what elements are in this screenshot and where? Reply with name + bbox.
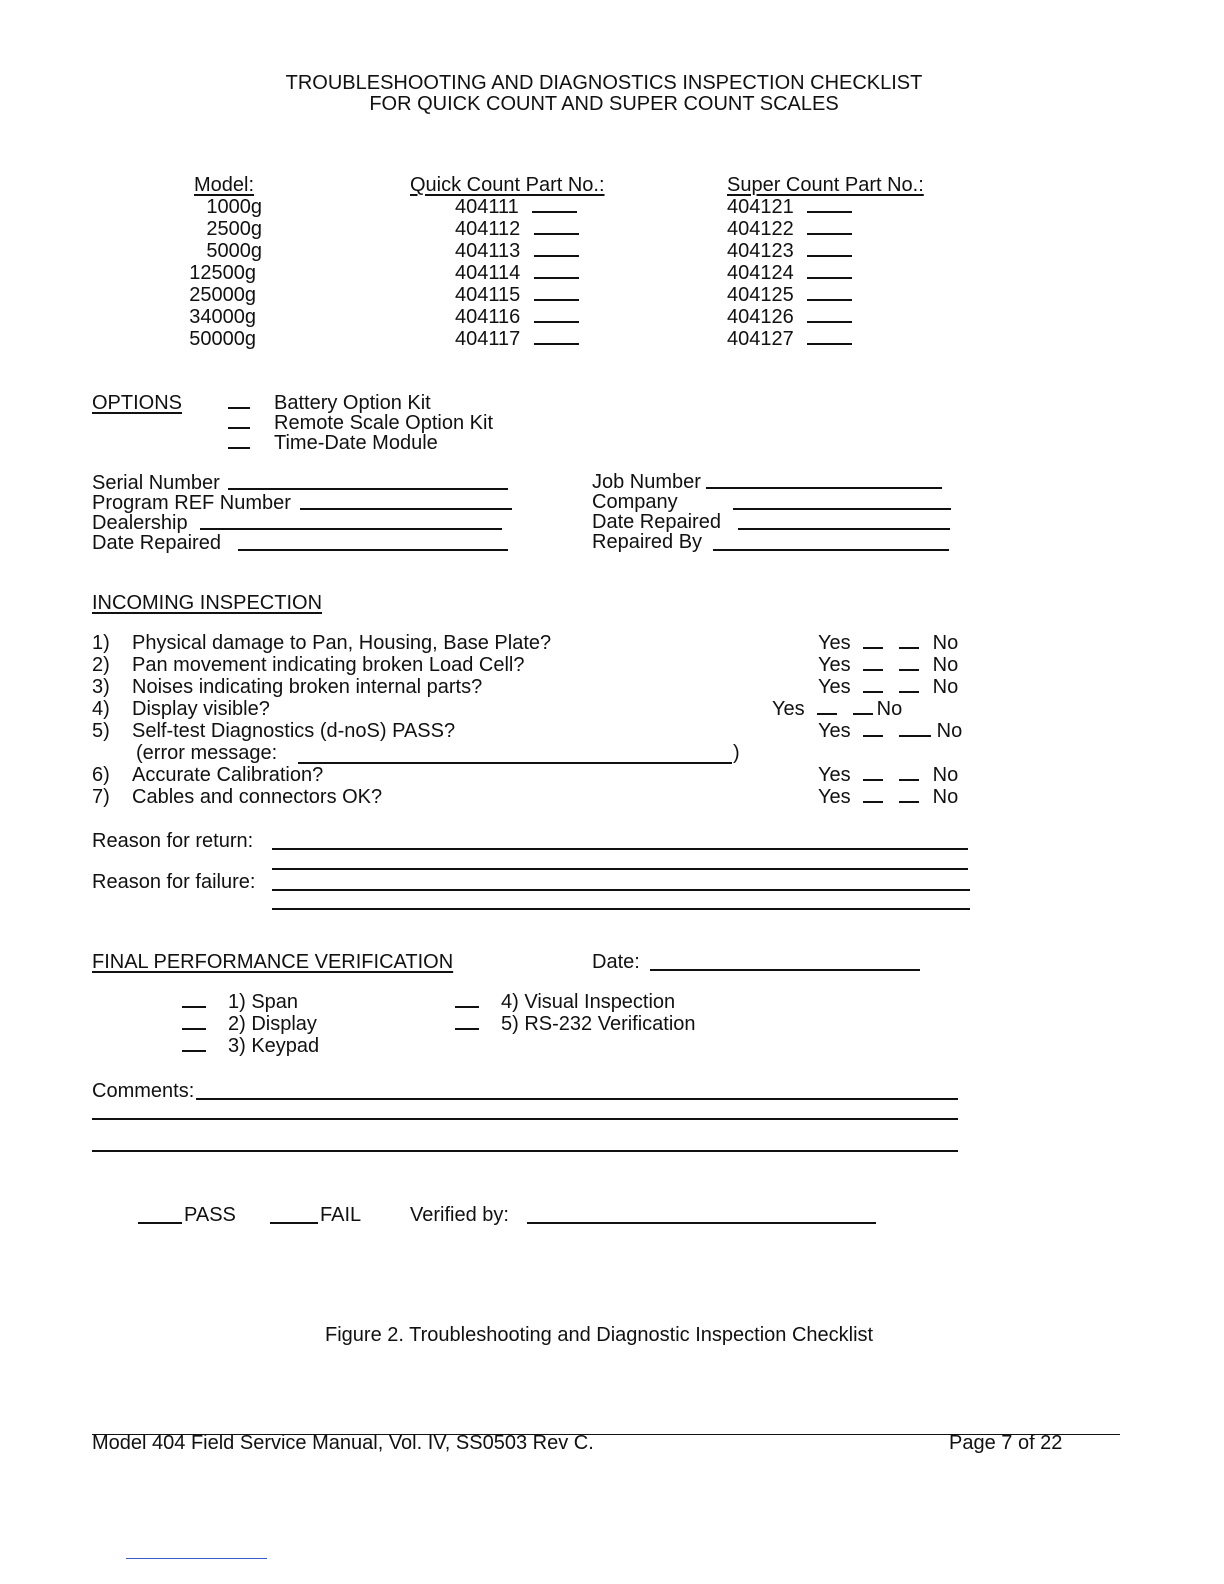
- item-number: 5): [92, 720, 110, 742]
- super-count-column: [727, 196, 852, 350]
- no-blank[interactable]: [853, 701, 873, 715]
- no-blank[interactable]: [899, 657, 919, 671]
- yes-label: Yes: [818, 786, 851, 808]
- fail-blank[interactable]: [270, 1222, 318, 1224]
- reason-for-failure-label: Reason for failure:: [92, 871, 256, 893]
- item-number: 6): [92, 764, 110, 786]
- comments-field-line3[interactable]: [92, 1150, 958, 1152]
- item-text: Cables and connectors OK?: [132, 786, 383, 808]
- model-value: 2500g: [206, 218, 262, 240]
- super-part-check-blank[interactable]: [807, 287, 852, 301]
- item-number: 2): [92, 654, 110, 676]
- inspection-item: [92, 676, 551, 698]
- yes-label: Yes: [818, 676, 851, 698]
- error-message-close: ): [733, 742, 740, 764]
- company-field[interactable]: [733, 508, 951, 510]
- final-check-item: [182, 1035, 319, 1057]
- quick-part-row: [455, 240, 579, 262]
- super-part-check-blank[interactable]: [807, 265, 852, 279]
- yes-no-row: [818, 676, 968, 698]
- yes-no-row: [818, 720, 968, 742]
- reason-for-return-label: Reason for return:: [92, 830, 254, 852]
- inspection-item: [92, 764, 551, 786]
- date-repaired-left-field[interactable]: [238, 549, 508, 551]
- bottom-mark: [126, 1558, 267, 1559]
- quick-part-number: 404116: [455, 306, 521, 328]
- super-part-row: [727, 284, 852, 306]
- final-check-item: [455, 991, 696, 1013]
- super-part-row: [727, 196, 852, 218]
- reason-for-return-field[interactable]: [272, 848, 968, 850]
- comments-label: Comments:: [92, 1080, 195, 1102]
- item-text: Pan movement indicating broken Load Cell?: [132, 654, 525, 676]
- final-check-item: [455, 1013, 696, 1035]
- quick-part-row: [455, 218, 579, 240]
- footer-page-number: Page 7 of 22: [949, 1432, 1063, 1454]
- super-part-row: [727, 306, 852, 328]
- quick-part-check-blank[interactable]: [532, 199, 577, 213]
- super-part-number: 404123: [727, 240, 794, 262]
- yes-no-row: [818, 764, 968, 786]
- final-check-item: [182, 1013, 319, 1035]
- pass-blank[interactable]: [138, 1222, 182, 1224]
- quick-part-check-blank[interactable]: [534, 265, 579, 279]
- model-value: 50000g: [189, 328, 256, 350]
- final-check-blank[interactable]: [182, 1038, 206, 1052]
- options-list: [228, 392, 493, 452]
- footer-left: Model 404 Field Service Manual, Vol. IV, SS0503 Rev C.: [92, 1432, 594, 1454]
- final-check-label: 2) Display: [228, 1013, 317, 1035]
- no-blank[interactable]: [899, 679, 919, 693]
- dealership-field[interactable]: [200, 528, 502, 530]
- inspection-item: [92, 632, 551, 654]
- incoming-items: [92, 632, 551, 808]
- date-repaired-right-field[interactable]: [738, 528, 950, 530]
- quick-part-number: 404111: [455, 196, 519, 218]
- yes-no-column: [772, 632, 968, 808]
- inspection-item: [92, 720, 551, 742]
- super-part-check-blank[interactable]: [807, 221, 852, 235]
- serial-number-label: Serial Number: [92, 472, 220, 494]
- yes-blank[interactable]: [817, 701, 837, 715]
- option-label: Battery Option Kit: [274, 392, 431, 414]
- item-text: Accurate Calibration?: [132, 764, 324, 786]
- program-ref-label: Program REF Number: [92, 492, 291, 514]
- document-title-line1: TROUBLESHOOTING AND DIAGNOSTICS INSPECTION CHECKLIST: [285, 72, 923, 94]
- super-part-number: 404122: [727, 218, 794, 240]
- error-message-row: [92, 742, 551, 764]
- final-check-item: [182, 991, 319, 1013]
- final-check-label: 4) Visual Inspection: [501, 991, 676, 1013]
- option-check-blank[interactable]: [228, 415, 250, 429]
- inspection-item: [92, 698, 551, 720]
- no-label: No: [932, 632, 959, 654]
- option-label: Remote Scale Option Kit: [274, 412, 493, 434]
- quick-part-number: 404112: [455, 218, 521, 240]
- option-item: [228, 412, 493, 432]
- serial-number-field[interactable]: [228, 488, 508, 490]
- company-label: Company: [592, 491, 678, 513]
- item-number: 4): [92, 698, 110, 720]
- no-blank[interactable]: [899, 723, 931, 737]
- option-item: [228, 432, 493, 452]
- item-number: 1): [92, 632, 110, 654]
- error-message-field[interactable]: [298, 762, 732, 764]
- super-part-check-blank[interactable]: [807, 243, 852, 257]
- quick-part-check-blank[interactable]: [534, 331, 579, 345]
- final-check-label: 5) RS-232 Verification: [501, 1013, 696, 1035]
- no-blank[interactable]: [899, 635, 919, 649]
- inspection-item: [92, 786, 551, 808]
- quick-count-header: Quick Count Part No.:: [410, 174, 605, 196]
- option-check-blank[interactable]: [228, 435, 250, 449]
- super-part-row: [727, 240, 852, 262]
- quick-part-row: [455, 328, 579, 350]
- yes-label: Yes: [772, 698, 805, 720]
- item-text: Self-test Diagnostics (d-noS) PASS?: [132, 720, 456, 742]
- super-count-header: Super Count Part No.:: [727, 174, 924, 196]
- yes-no-row: [818, 654, 968, 676]
- super-part-number: 404125: [727, 284, 794, 306]
- model-header: Model:: [194, 174, 255, 196]
- figure-caption: Figure 2. Troubleshooting and Diagnostic Inspection Checklist: [325, 1324, 874, 1346]
- model-value: 5000g: [206, 240, 262, 262]
- job-number-field[interactable]: [706, 487, 942, 489]
- program-ref-field[interactable]: [300, 508, 512, 510]
- yes-blank[interactable]: [863, 657, 883, 671]
- super-part-number: 404124: [727, 262, 794, 284]
- job-number-label: Job Number: [592, 471, 701, 493]
- super-part-row: [727, 218, 852, 240]
- option-check-blank[interactable]: [228, 395, 250, 409]
- verified-by-field[interactable]: [527, 1222, 876, 1224]
- repaired-by-field[interactable]: [713, 549, 949, 551]
- model-value: 1000g: [206, 196, 262, 218]
- final-check-label: 3) Keypad: [228, 1035, 320, 1057]
- option-label: Time-Date Module: [274, 432, 438, 454]
- super-part-number: 404126: [727, 306, 794, 328]
- item-text: Display visible?: [132, 698, 270, 720]
- item-number: 7): [92, 786, 110, 808]
- reason-for-failure-field[interactable]: [272, 889, 970, 891]
- quick-part-check-blank[interactable]: [534, 287, 579, 301]
- quick-part-check-blank[interactable]: [534, 221, 579, 235]
- no-label: No: [876, 698, 903, 720]
- yes-blank[interactable]: [863, 679, 883, 693]
- no-label: No: [932, 786, 959, 808]
- no-label: No: [932, 654, 959, 676]
- no-label: No: [932, 676, 959, 698]
- reason-for-return-field-line2[interactable]: [272, 868, 968, 870]
- comments-field-line2[interactable]: [92, 1118, 958, 1120]
- yes-no-row: [772, 698, 968, 720]
- error-message-label: (error message:: [136, 742, 278, 764]
- verified-by-label: Verified by:: [410, 1204, 509, 1226]
- super-part-row: [727, 262, 852, 284]
- dealership-label: Dealership: [92, 512, 188, 534]
- no-label: No: [936, 720, 963, 742]
- no-blank[interactable]: [899, 767, 919, 781]
- model-value: 12500g: [189, 262, 256, 284]
- document-title-line2: FOR QUICK COUNT AND SUPER COUNT SCALES: [369, 93, 839, 115]
- quick-part-check-blank[interactable]: [534, 243, 579, 257]
- comments-field[interactable]: [196, 1098, 958, 1100]
- fail-label: FAIL: [320, 1204, 362, 1226]
- super-part-number: 404127: [727, 328, 794, 350]
- model-value: 25000g: [189, 284, 256, 306]
- final-verification-heading: FINAL PERFORMANCE VERIFICATION: [92, 951, 454, 973]
- repaired-by-label: Repaired By: [592, 531, 703, 553]
- super-part-check-blank[interactable]: [807, 331, 852, 345]
- model-value: 34000g: [189, 306, 256, 328]
- pass-label: PASS: [184, 1204, 236, 1226]
- quick-part-number: 404113: [455, 240, 521, 262]
- reason-for-failure-field-line2[interactable]: [272, 908, 970, 910]
- yes-label: Yes: [818, 632, 851, 654]
- quick-part-row: [455, 262, 579, 284]
- item-text: Noises indicating broken internal parts?: [132, 676, 483, 698]
- option-item: [228, 392, 493, 412]
- quick-part-number: 404115: [455, 284, 521, 306]
- super-part-number: 404121: [727, 196, 794, 218]
- model-column: [150, 196, 262, 350]
- final-check-label: 1) Span: [228, 991, 299, 1013]
- final-check-blank[interactable]: [182, 1016, 206, 1030]
- final-checks-left: [182, 991, 319, 1057]
- yes-blank[interactable]: [863, 789, 883, 803]
- final-check-blank[interactable]: [455, 1016, 479, 1030]
- yes-no-row: [818, 786, 968, 808]
- super-part-check-blank[interactable]: [807, 309, 852, 323]
- super-part-row: [727, 328, 852, 350]
- yes-no-row: [818, 632, 968, 654]
- item-text: Physical damage to Pan, Housing, Base Plate?: [132, 632, 552, 654]
- quick-part-number: 404117: [455, 328, 521, 350]
- yes-blank[interactable]: [863, 723, 883, 737]
- date-repaired-right-label: Date Repaired: [592, 511, 721, 533]
- quick-part-row: [455, 284, 579, 306]
- options-heading: OPTIONS: [92, 392, 183, 414]
- yes-blank[interactable]: [863, 635, 883, 649]
- inspection-item: [92, 654, 551, 676]
- item-number: 3): [92, 676, 110, 698]
- date-field[interactable]: [650, 969, 920, 971]
- quick-count-column: [455, 196, 579, 350]
- final-check-blank[interactable]: [455, 994, 479, 1008]
- quick-part-number: 404114: [455, 262, 521, 284]
- no-blank[interactable]: [899, 789, 919, 803]
- super-part-check-blank[interactable]: [807, 199, 852, 213]
- date-repaired-left-label: Date Repaired: [92, 532, 221, 554]
- incoming-inspection-heading: INCOMING INSPECTION: [92, 592, 323, 614]
- yes-label: Yes: [818, 764, 851, 786]
- final-check-blank[interactable]: [182, 994, 206, 1008]
- yes-label: Yes: [818, 654, 851, 676]
- quick-part-row: [455, 196, 579, 218]
- no-label: No: [932, 764, 959, 786]
- date-label: Date:: [592, 951, 640, 973]
- final-checks-right: [455, 991, 696, 1035]
- yes-label: Yes: [818, 720, 851, 742]
- yes-blank[interactable]: [863, 767, 883, 781]
- quick-part-check-blank[interactable]: [534, 309, 579, 323]
- quick-part-row: [455, 306, 579, 328]
